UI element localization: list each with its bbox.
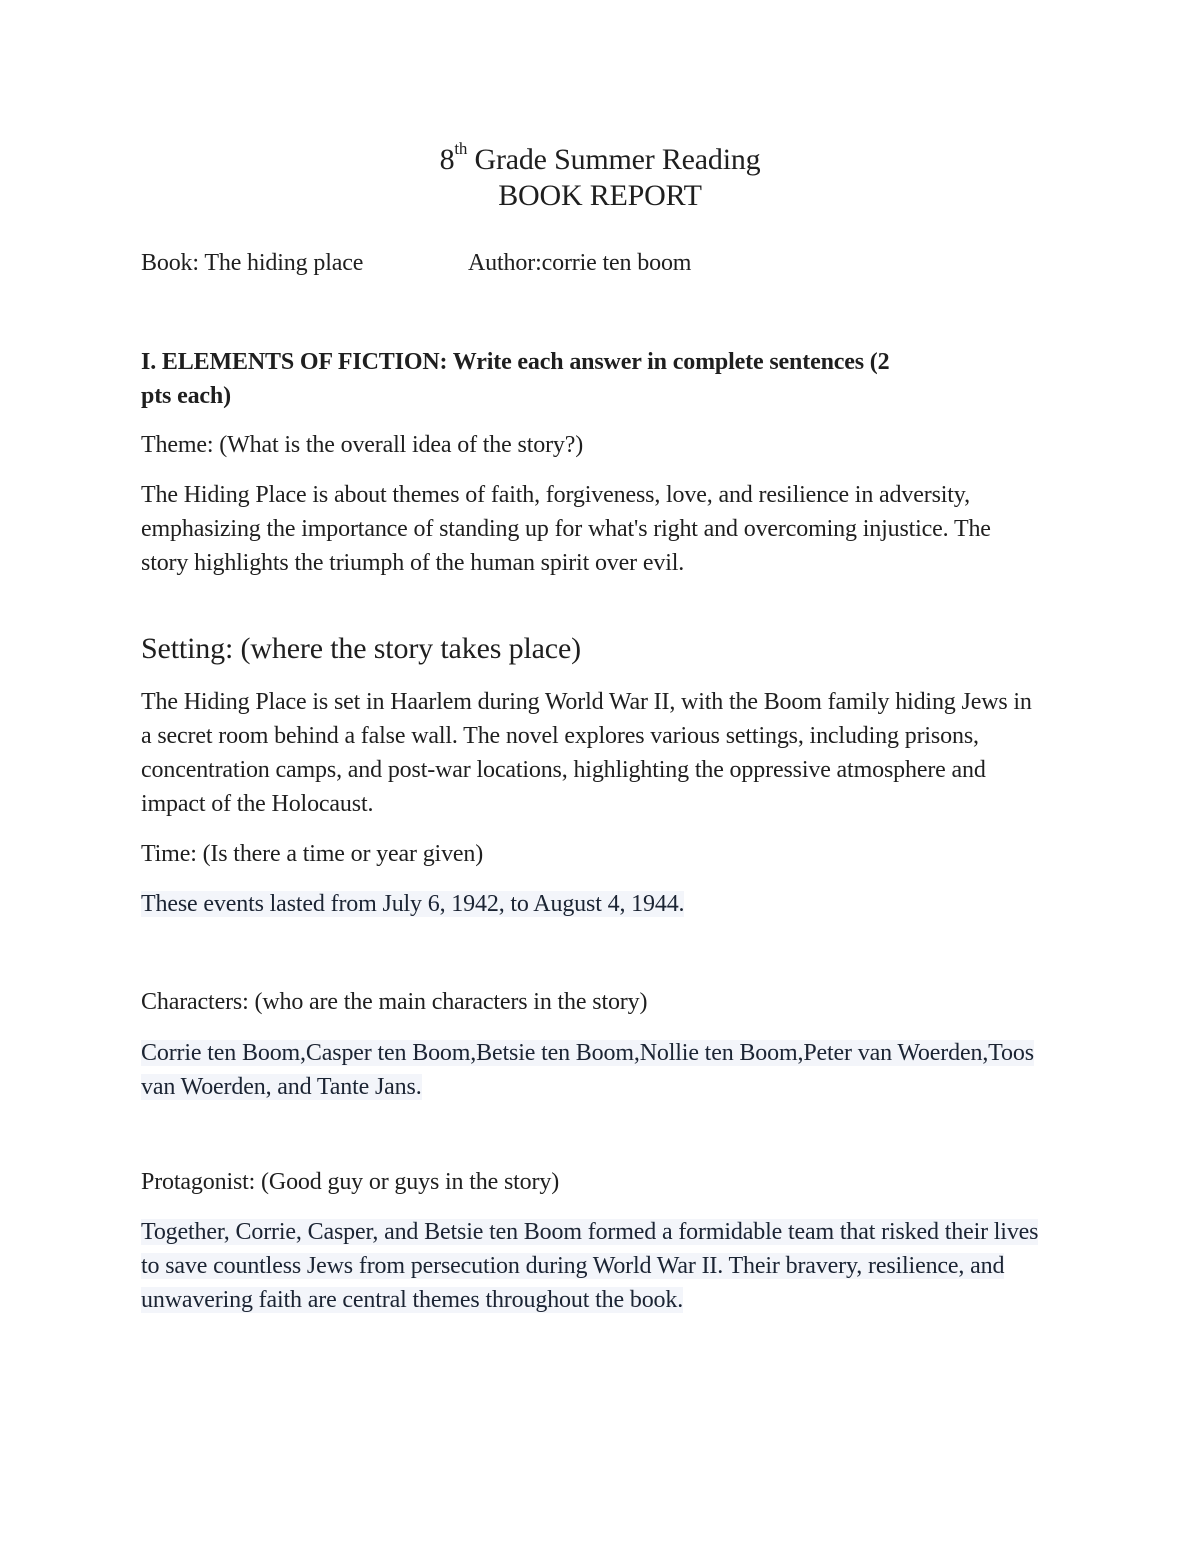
author-label: Author:corrie ten boom: [468, 250, 692, 276]
theme-question: Theme: (What is the overall idea of the story?): [141, 432, 584, 458]
title-text: Grade Summer Reading: [467, 143, 761, 176]
characters-answer: [141, 1036, 1041, 1104]
theme-answer: The Hiding Place is about themes of faith, forgiveness, love, and resilience in adversity, emphasizing the importance of standing up for what's right and overcoming injustice. The story highlights the triumph of the human spirit over evil.: [141, 482, 991, 576]
protagonist-answer-text: Together, Corrie, Casper, and Betsie ten Boom formed a formidable team that risked their lives to save countless Jews from persecution during World War II. Their bravery, resilience, and unwavering faith are central themes throughout the book.: [141, 1219, 1039, 1313]
setting-question: Setting: (where the story takes place): [141, 632, 581, 665]
section-heading-line2: pts each): [141, 383, 231, 409]
document-title: [0, 139, 1200, 178]
protagonist-question: Protagonist: (Good guy or guys in the story): [141, 1169, 560, 1195]
book-label: Book: The hiding place: [141, 250, 364, 276]
time-question: Time: (Is there a time or year given): [141, 841, 484, 867]
characters-question: Characters: (who are the main characters in the story): [141, 989, 648, 1015]
time-answer: [141, 887, 684, 921]
document-subtitle: BOOK REPORT: [498, 179, 702, 212]
characters-answer-text: Corrie ten Boom,Casper ten Boom,Betsie ten Boom,Nollie ten Boom,Peter van Woerden,Toos van Woerden, and Tante Jans.: [141, 1040, 1034, 1100]
section-heading-line1: I. ELEMENTS OF FICTION: Write each answer in complete sentences (2: [141, 349, 890, 375]
time-answer-text: These events lasted from July 6, 1942, to August 4, 1944.: [141, 891, 685, 917]
title-ordinal-suffix: th: [454, 139, 468, 158]
protagonist-answer: [141, 1215, 1041, 1317]
setting-answer: The Hiding Place is set in Haarlem during World War II, with the Boom family hiding Jews in a secret room behind a false wall. The novel explores various settings, including prisons, concentration camps, and post-war locations, highlighting the oppressive atmosphere and impact of the Holocaust.: [141, 689, 1032, 817]
title-grade: 8: [439, 143, 455, 176]
